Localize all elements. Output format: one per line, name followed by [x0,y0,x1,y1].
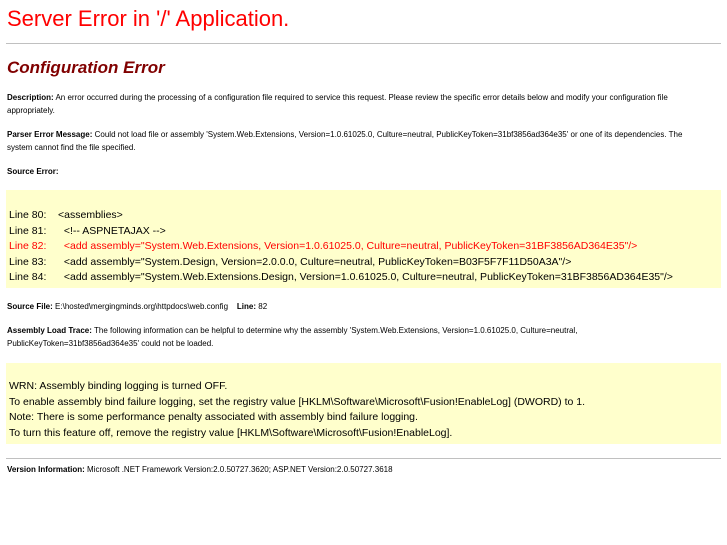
trace-line: To turn this feature off, remove the registry value [HKLM\Software\Microsoft\Fusion!EnableLog]. [9,426,453,439]
error-subtitle: Configuration Error [7,58,165,77]
trace-line: To enable assembly bind failure logging, set the registry value [HKLM\Software\Microsoft\Fusion!EnableLog] (DWORD) to 1. [9,395,586,408]
source-line: Line 81: <!-- ASPNETAJAX --> [9,224,166,237]
parser-error-text: Could not load file or assembly 'System.Web.Extensions, Version=1.0.61025.0, Culture=neutral, PublicKeyToken=31bf3856ad364e35' or one of its dependencies. The system cannot find the file specified. [7,130,683,152]
source-code [9,208,673,286]
parser-error-section [7,128,707,154]
parser-error-label: Parser Error Message: [7,130,93,139]
source-file-label: Source File: [7,302,53,311]
source-code-block [6,190,721,288]
load-trace-block [6,363,721,444]
divider-bottom [6,458,721,459]
source-line: Line 80: <assemblies> [9,209,123,221]
trace-line: WRN: Assembly binding logging is turned OFF. [9,380,228,392]
source-line: Line 84: <add assembly="System.Web.Extensions.Design, Version=1.0.61025.0, Culture=neutral, PublicKeyToken=31BF3856AD364E35"/> [9,271,673,283]
description-label: Description: [7,93,54,102]
source-error-section [7,165,707,178]
page-title: Server Error in '/' Application. [7,6,290,31]
version-label: Version Information: [7,465,85,474]
source-file-path: E:\hosted\mergingminds.org\httpdocs\web.config [55,302,229,311]
load-trace-label: Assembly Load Trace: [7,326,92,335]
source-line-label: Line: [236,302,257,311]
source-line-error: Line 82: <add assembly="System.Web.Extensions, Version=1.0.61025.0, Culture=neutral, PublicKeyToken=31BF3856AD364E35"/> [9,240,638,252]
load-trace-code [9,379,585,441]
source-line-number: 82 [258,302,268,311]
version-section [7,463,707,476]
load-trace-text: The following information can be helpful to determine why the assembly 'System.Web.Extensions, Version=1.0.61025.0, Culture=neutral, PublicKeyToken=31bf3856ad364e35' could not be loaded. [7,326,578,348]
load-trace-section [7,324,707,350]
description-section [7,91,707,117]
source-error-label: Source Error: [7,167,59,176]
source-file-section [7,300,707,313]
source-line: Line 83: <add assembly="System.Design, Version=2.0.0.0, Culture=neutral, PublicKeyToken=B03F5F7F11D50A3A"/> [9,255,572,268]
version-text: Microsoft .NET Framework Version:2.0.50727.3620; ASP.NET Version:2.0.50727.3618 [87,465,393,474]
description-text: An error occurred during the processing of a configuration file required to service this request. Please review the specific error details below and modify your configuration file appropriately. [7,93,668,115]
divider-top [6,43,721,44]
trace-line: Note: There is some performance penalty associated with assembly bind failure logging. [9,411,418,423]
